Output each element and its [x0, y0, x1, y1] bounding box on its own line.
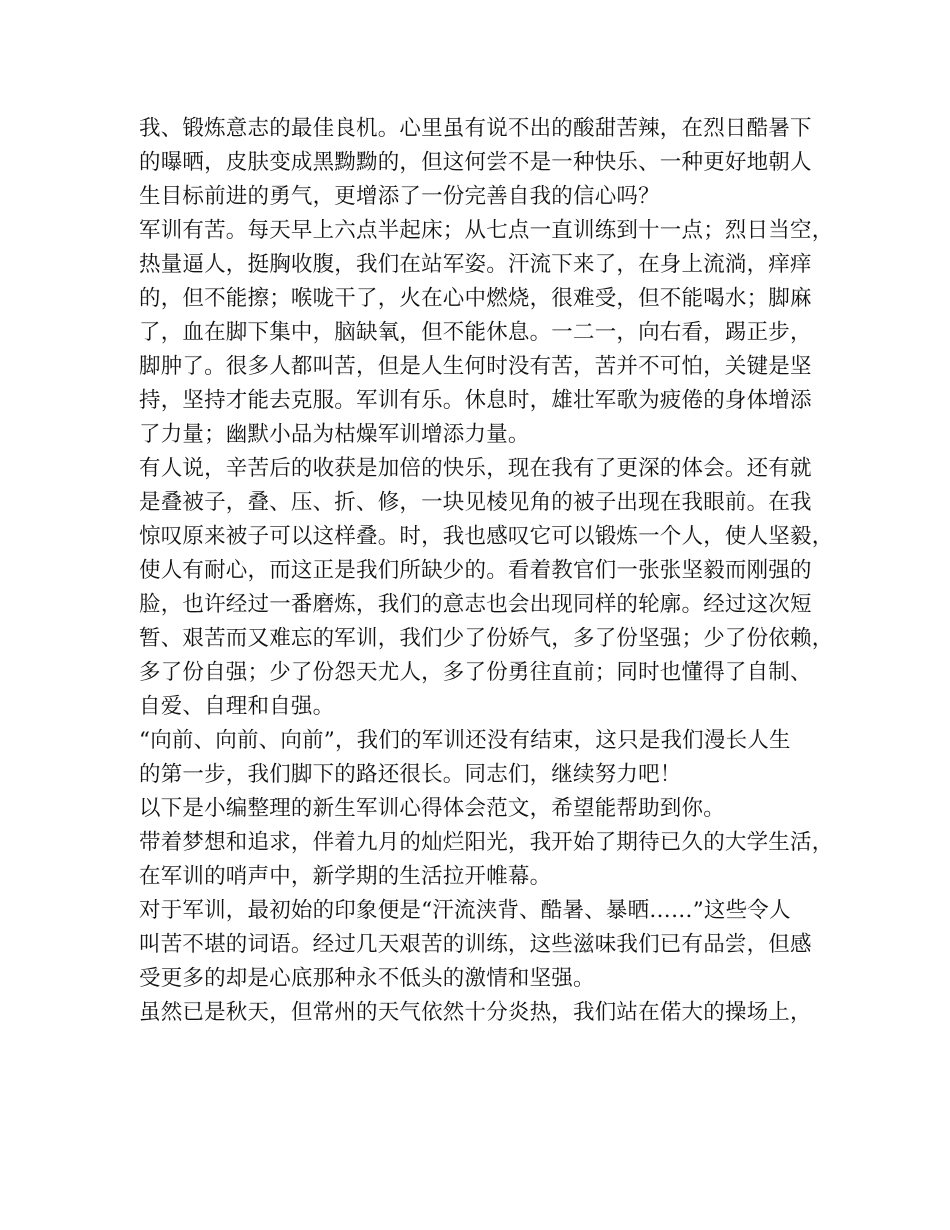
text-line: 的曝晒，皮肤变成黑黝黝的，但这何尝不是一种快乐、一种更好地朝人	[139, 150, 812, 175]
text-line: 是叠被子，叠、压、折、修，一块见棱见角的被子出现在我眼前。在我	[139, 490, 812, 515]
text-line: 自爱、自理和自强。	[139, 694, 335, 719]
text-line: 多了份自强；少了份怨天尤人，多了份勇往直前；同时也懂得了自制、	[139, 660, 812, 685]
text-line: 热量逼人，挺胸收腹，我们在站军姿。汗流下来了，在身上流淌，痒痒	[139, 252, 812, 277]
text-line: 带着梦想和追求，伴着九月的灿烂阳光，我开始了期待已久的大学生活，	[139, 830, 834, 855]
text-line: 有人说，辛苦后的收获是加倍的快乐，现在我有了更深的体会。还有就	[139, 456, 812, 481]
text-line: 对于军训，最初始的印象便是“汗流浃背、酷暑、暴晒……”这些令人	[139, 898, 791, 923]
text-line: 了，血在脚下集中，脑缺氧，但不能休息。一二一，向右看，踢正步，	[139, 320, 812, 345]
text-line: 叫苦不堪的词语。经过几天艰苦的训练，这些滋味我们已有品尝，但感	[139, 932, 812, 957]
text-line: 的，但不能擦；喉咙干了，火在心中燃烧，很难受，但不能喝水；脚麻	[139, 286, 812, 311]
text-line: 我、锻炼意志的最佳良机。心里虽有说不出的酸甜苦辣，在烈日酷暑下	[139, 116, 812, 141]
text-line: “向前、向前、向前”，我们的军训还没有结束，这只是我们漫长人生	[139, 728, 791, 753]
body-text	[139, 112, 834, 1030]
text-line: 在军训的哨声中，新学期的生活拉开帷幕。	[139, 864, 552, 889]
text-line: 持，坚持才能去克服。军训有乐。休息时，雄壮军歌为疲倦的身体增添	[139, 388, 812, 413]
text-line: 脸，也许经过一番磨炼，我们的意志也会出现同样的轮廓。经过这次短	[139, 592, 812, 617]
text-line: 使人有耐心，而这正是我们所缺少的。看着教官们一张张坚毅而刚强的	[139, 558, 812, 583]
text-line: 暂、艰苦而又难忘的军训，我们少了份娇气，多了份坚强；少了份依赖，	[139, 626, 834, 651]
text-line: 以下是小编整理的新生军训心得体会范文，希望能帮助到你。	[139, 796, 725, 821]
text-line: 惊叹原来被子可以这样叠。时，我也感叹它可以锻炼一个人，使人坚毅，	[139, 524, 834, 549]
text-line: 脚肿了。很多人都叫苦，但是人生何时没有苦，苦并不可怕，关键是坚	[139, 354, 812, 379]
text-line: 虽然已是秋天，但常州的天气依然十分炎热，我们站在偌大的操场上，	[139, 1000, 812, 1025]
text-line: 的第一步，我们脚下的路还很长。同志们，继续努力吧！	[139, 762, 682, 787]
text-line: 军训有苦。每天早上六点半起床；从七点一直训练到十一点；烈日当空，	[139, 218, 834, 243]
text-line: 受更多的却是心底那种永不低头的激情和坚强。	[139, 966, 595, 991]
text-line: 生目标前进的勇气，更增添了一份完善自我的信心吗？	[139, 184, 660, 209]
text-line: 了力量；幽默小品为枯燥军训增添力量。	[139, 422, 530, 447]
